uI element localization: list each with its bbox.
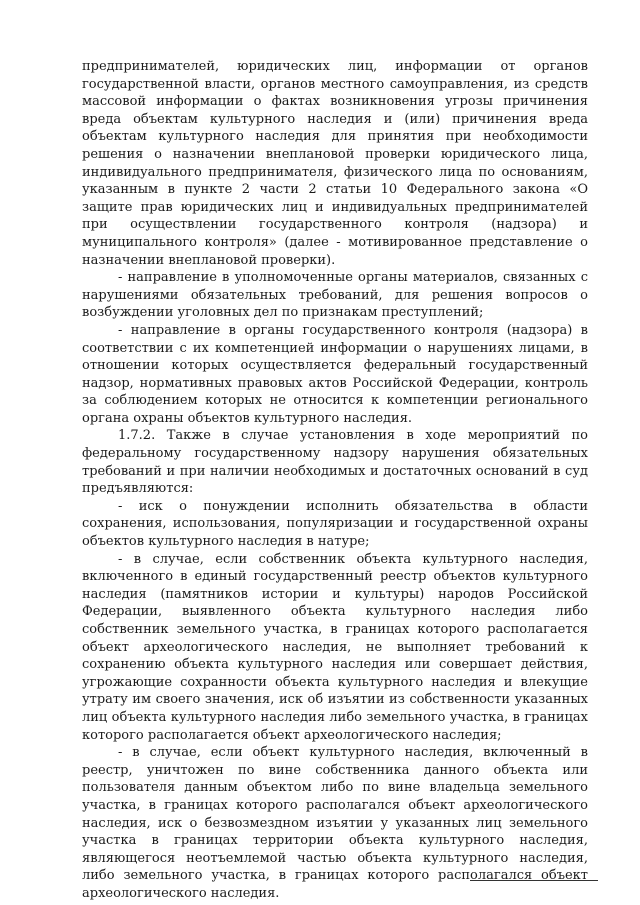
- paragraph-5: - иск о понуждении исполнить обязательства в области сохранения, использования, популяризации и государственной охраны объектов культурного наследия в натуре;: [82, 498, 588, 550]
- paragraph-4: 1.7.2. Также в случае установления в ходе мероприятий по федеральному государственному надзору нарушения обязательных требований и при наличии необходимых и достаточных оснований в суд предъявляются:: [82, 428, 588, 497]
- document-body: [82, 58, 588, 903]
- paragraph-7: - в случае, если объект культурного наследия, включенный в реестр, уничтожен по вине собственника данного объекта или пользователя данным объектом либо по вине владельца земельного участка, в границах которого располагался объект археологического наследия, иск о безвозмездном изъятии у указанных лиц земельного участка в границах территории объекта культурного наследия, являющегося неотъемлемой частью объекта культурного наследия, либо земельного участка, в границах которого располагался объект археологического наследия.: [82, 745, 588, 901]
- footer-rule: [470, 880, 598, 881]
- paragraph-1: предпринимателей, юридических лиц, информации от органов государственной власти, органов местного самоуправления, из средств массовой информации о фактах возникновения угрозы причинения вреда объектам культурного наследия и (или) причинения вреда объектам культурного наследия для принятия при необходимости решения о назначении внеплановой проверки юридического лица, индивидуального предпринимателя, физического лица по основаниям, указанным в пункте 2 части 2 статьи 10 Федерального закона «О защите прав юридических лиц и индивидуальных предпринимателей при осуществлении государственного контроля (надзора) и муниципального контроля» (далее - мотивированное представление о назначении внеплановой проверки).: [82, 59, 588, 268]
- paragraph-3: - направление в органы государственного контроля (надзора) в соответствии с их компетенцией информации о нарушениях лицами, в отношении которых осуществляется федеральный государственный надзор, нормативных правовых актов Российской Федерации, контроль за соблюдением которых не относится к компетенции регионального органа охраны объектов культурного наследия.: [82, 322, 588, 426]
- paragraph-2: - направление в уполномоченные органы материалов, связанных с нарушениями обязательных требований, для решения вопросов о возбуждении уголовных дел по признакам преступлений;: [82, 270, 588, 321]
- paragraph-6: - в случае, если собственник объекта культурного наследия, включенного в единый государственный реестр объектов культурного наследия (памятников истории и культуры) народов Российской Федерации, выявленного объекта культурного наследия либо собственник земельного участка, в границах которого располагается объект археологического наследия, не выполняет требований к сохранению объекта культурного наследия или совершает действия, угрожающие сохранности объекта культурного наследия и влекущие утрату им своего значения, иск об изъятии из собственности указанных лиц объекта культурного наследия либо земельного участка, в границах которого располагается объект археологического наследия;: [82, 551, 588, 743]
